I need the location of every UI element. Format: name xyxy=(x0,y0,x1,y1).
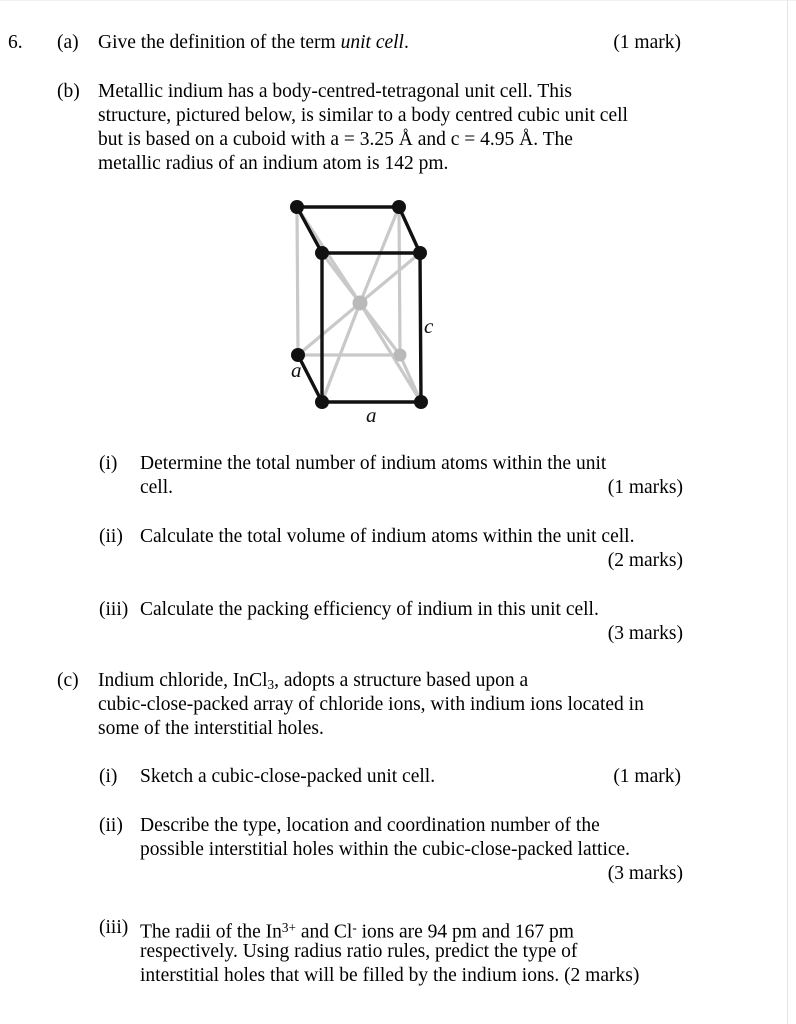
part-c-line-2: cubic-close-packed array of chloride ions, with indium ions located in xyxy=(98,694,644,715)
part-a-text-italic: unit cell xyxy=(340,32,404,53)
part-label-a: (a) xyxy=(57,32,79,53)
part-c-line-1-post: , adopts a structure based upon a xyxy=(274,670,529,691)
incl3-subscript: 3 xyxy=(267,676,275,692)
part-b-line-2: structure, pictured below, is similar to a body centred cubic unit cell xyxy=(98,105,628,126)
marks-c-ii: (3 marks) xyxy=(607,863,683,884)
figure-label-a-bottom: a xyxy=(366,403,377,427)
subpart-label-b-ii: (ii) xyxy=(99,526,123,547)
subpart-c-i-line-1: Sketch a cubic-close-packed unit cell. xyxy=(140,766,436,787)
subpart-b-i-line-2: cell. xyxy=(140,477,174,498)
subpart-label-c-iii: (iii) xyxy=(99,917,129,938)
scan-edge-top xyxy=(0,0,796,1)
subpart-b-ii-line-1: Calculate the total volume of indium atoms within the unit cell. xyxy=(140,526,635,547)
subpart-c-ii-line-1: Describe the type, location and coordination number of the xyxy=(140,815,600,836)
figure-label-a-side: a xyxy=(291,358,302,382)
c-iii-text-a: The radii of the In xyxy=(140,921,282,943)
subpart-label-c-ii: (ii) xyxy=(99,815,123,836)
marks-c-i: (1 mark) xyxy=(613,766,681,787)
subpart-label-c-i: (i) xyxy=(99,766,118,787)
part-a-text-pre: Give the definition of the term xyxy=(98,32,341,53)
part-label-c: (c) xyxy=(57,670,79,691)
part-label-b: (b) xyxy=(57,81,80,102)
chloride-charge-superscript: - xyxy=(352,920,357,935)
part-b-line-4: metallic radius of an indium atom is 142 pm. xyxy=(98,153,449,174)
part-b-line-1: Metallic indium has a body-centred-tetragonal unit cell. This xyxy=(98,81,572,102)
subpart-b-i-line-1: Determine the total number of indium atoms within the unit xyxy=(140,453,607,474)
unit-cell-figure xyxy=(270,190,470,430)
indium-charge-superscript: 3+ xyxy=(281,920,296,935)
marks-b-i: (1 marks) xyxy=(607,477,683,498)
c-iii-text-c: ions are 94 pm and 167 pm xyxy=(356,921,574,943)
marks-b-ii: (2 marks) xyxy=(607,550,683,571)
subpart-label-b-iii: (iii) xyxy=(99,599,129,620)
subpart-label-b-i: (i) xyxy=(99,453,118,474)
part-a-text-post: . xyxy=(403,32,409,53)
subpart-c-iii-line-2 xyxy=(140,940,683,964)
part-c-line-3: some of the interstitial holes. xyxy=(98,718,324,739)
c-iii-line2-inner: respectively. Using radius ratio rules, predict the type of xyxy=(140,941,578,962)
c-iii-text-b: and Cl xyxy=(295,921,353,943)
part-c-line-1-pre: Indium chloride, InCl xyxy=(98,670,268,691)
subpart-c-ii-line-2: possible interstitial holes within the cubic-close-packed lattice. xyxy=(140,839,631,860)
figure-label-c: c xyxy=(424,314,434,338)
scan-edge-right xyxy=(787,0,788,1024)
question-number: 6. xyxy=(8,32,23,53)
marks-b-iii: (3 marks) xyxy=(607,623,683,644)
part-a-text xyxy=(98,31,578,55)
subpart-b-iii-line-1: Calculate the packing efficiency of indium in this unit cell. xyxy=(140,599,599,620)
unit-cell-diagram xyxy=(270,190,470,430)
marks-a: (1 mark) xyxy=(613,32,681,53)
subpart-c-iii-line-3: interstitial holes that will be filled by the indium ions. (2 marks) xyxy=(140,965,640,986)
part-b-line-3: but is based on a cuboid with a = 3.25 Å and c = 4.95 Å. The xyxy=(98,129,573,150)
